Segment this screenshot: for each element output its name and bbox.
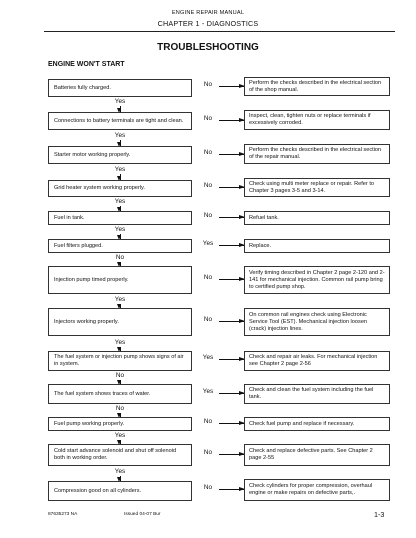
flow-label: No <box>115 405 125 412</box>
action-box: Refuel tank. <box>244 211 390 225</box>
branch-arrow <box>219 489 244 490</box>
action-box: Perform the checks described in the electrical section of the shop manual. <box>244 77 390 96</box>
action-box: Check and clean the fuel system including the fuel tank. <box>244 384 390 404</box>
flow-label: Yes <box>114 339 126 346</box>
branch-arrow <box>219 393 244 394</box>
branch-label: No <box>203 418 213 425</box>
branch-arrow <box>219 86 244 87</box>
branch-label: Yes <box>202 240 214 247</box>
check-box: Fuel in tank. <box>48 211 192 225</box>
branch-arrow <box>219 423 244 424</box>
branch-label: No <box>203 182 213 189</box>
action-box: Check cylinders for proper compression, overhaul engine or make repairs on defective parts,. <box>244 479 390 501</box>
check-box: Cold start advance solenoid and shut off solenoid both in working order. <box>48 444 192 466</box>
action-box: Replace. <box>244 239 390 253</box>
branch-label: No <box>203 316 213 323</box>
check-box: Fuel pump working properly. <box>48 417 192 431</box>
branch-label: No <box>203 115 213 122</box>
manual-title: ENGINE REPAIR MANUAL <box>171 10 245 16</box>
flow-label: Yes <box>114 198 126 205</box>
flow-label: No <box>115 372 125 379</box>
check-box: Fuel filters plugged. <box>48 239 192 253</box>
flow-label: Yes <box>114 432 126 439</box>
branch-label: Yes <box>202 388 214 395</box>
flow-label: Yes <box>114 468 126 475</box>
flow-label: Yes <box>114 98 126 105</box>
branch-arrow <box>219 279 244 280</box>
flow-label: Yes <box>114 166 126 173</box>
check-box: The fuel system or injection pump shows signs of air in system. <box>48 351 192 371</box>
branch-label: No <box>203 149 213 156</box>
branch-label: No <box>203 274 213 281</box>
branch-label: No <box>203 449 213 456</box>
action-box: Verify timing described in Chapter 2 page 2-120 and 2-141 for mechanical injection. Common rail pump bring to certified pump shop. <box>244 266 390 294</box>
branch-arrow <box>219 187 244 188</box>
page-number: 1-3 <box>374 510 385 519</box>
issue-date: Issued 04-07 Bur <box>124 512 161 517</box>
branch-arrow <box>219 245 244 246</box>
flow-label: Yes <box>114 132 126 139</box>
action-box: Perform the checks described in the electrical section of the repair manual. <box>244 144 390 164</box>
check-box: Compression good on all cylinders. <box>48 481 192 501</box>
branch-label: Yes <box>202 354 214 361</box>
action-box: Check using multi meter replace or repair. Refer to Chapter 3 pages 3-5 and 3-14. <box>244 178 390 197</box>
check-box: Starter motor working properly. <box>48 146 192 164</box>
branch-arrow <box>219 154 244 155</box>
branch-arrow <box>219 120 244 121</box>
check-box: Batteries fully charged. <box>48 79 192 97</box>
branch-label: No <box>203 81 213 88</box>
part-number: 87635273 NA <box>48 512 78 517</box>
branch-arrow <box>219 454 244 455</box>
section-title: ENGINE WON'T START <box>48 61 125 68</box>
page-title: TROUBLESHOOTING <box>157 42 259 53</box>
branch-arrow <box>219 321 244 322</box>
header-rule <box>44 31 395 32</box>
action-box: On common rail engines check using Electronic Service Tool (EST). Mechanical injection loosen (crack) injection lines. <box>244 308 390 336</box>
chapter-title: CHAPTER 1 - DIAGNOSTICS <box>157 19 259 28</box>
action-box: Inspect, clean, tighten nuts or replace terminals if excessively corroded. <box>244 110 390 130</box>
flow-label: No <box>115 254 125 261</box>
check-box: Injection pump timed properly. <box>48 266 192 294</box>
branch-arrow <box>219 217 244 218</box>
flow-label: Yes <box>114 296 126 303</box>
action-box: Check and replace defective parts. See Chapter 2 page 2-55 <box>244 444 390 466</box>
branch-label: No <box>203 212 213 219</box>
check-box: Injectors working properly. <box>48 308 192 336</box>
branch-arrow <box>219 359 244 360</box>
branch-label: No <box>203 484 213 491</box>
action-box: Check fuel pump and replace if necessary. <box>244 417 390 431</box>
check-box: The fuel system shows traces of water. <box>48 384 192 404</box>
check-box: Grid heater system working properly. <box>48 180 192 197</box>
check-box: Connections to battery terminals are tight and clean. <box>48 112 192 130</box>
flow-label: Yes <box>114 226 126 233</box>
action-box: Check and repair air leaks. For mechanical injection see Chapter 2 page 2-56 <box>244 351 390 371</box>
